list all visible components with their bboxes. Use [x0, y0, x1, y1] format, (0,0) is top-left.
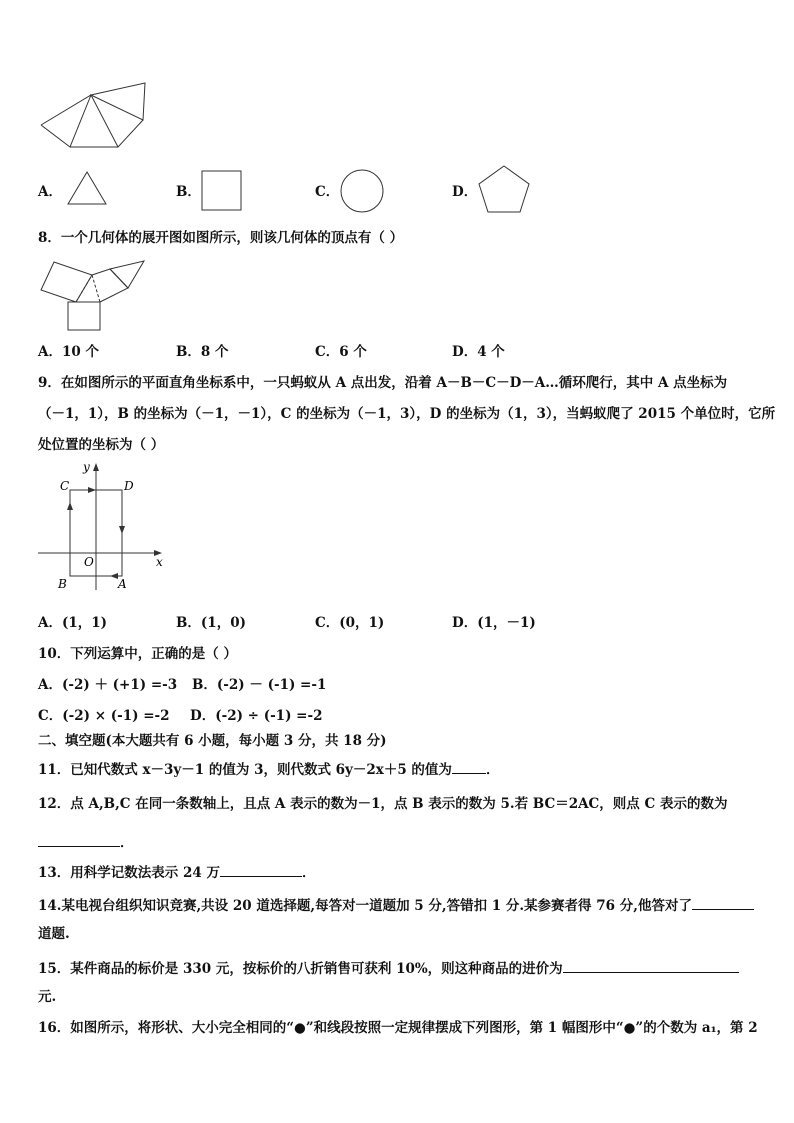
- section-2-heading: 二、填空题(本大题共有 6 小题，每小题 3 分，共 18 分): [38, 733, 387, 749]
- q8-option-b[interactable]: B．8 个: [176, 344, 229, 360]
- q9-option-a[interactable]: A．(1，1): [38, 615, 108, 631]
- q14-end: 道题.: [38, 926, 70, 942]
- q7-option-d-letter[interactable]: D．: [452, 184, 478, 200]
- q9-stem-line3: 处位置的坐标为（ ）: [38, 437, 165, 453]
- q15: [38, 958, 739, 978]
- q7-option-b-letter[interactable]: B．: [176, 184, 201, 200]
- q9-stem-line2: （－1，1），B 的坐标为（－1，－1），C 的坐标为（－1，3），D 的坐标为（1，3），当蚂蚁爬了 2015 个单位时，它所: [38, 406, 776, 422]
- q14: [38, 895, 754, 915]
- q16-text: 16．如图所示，将形状、大小完全相同的“●”和线段按照一定规律摆成下列图形，第 1 幅图形中“●”的个数为 a₁，第 2: [38, 1020, 758, 1036]
- q9-label-o: O: [84, 555, 94, 569]
- q11-answer-blank[interactable]: [452, 759, 486, 774]
- q11: [38, 759, 499, 779]
- q7-fan-figure: [38, 80, 153, 150]
- q14-text: 14.某电视台组织知识竞赛,共设 20 道选择题,每答对一道题加 5 分,答错扣 1 分.某参赛者得 76 分,他答对了: [38, 898, 692, 914]
- q9-label-y: y: [83, 460, 90, 474]
- q9-option-c[interactable]: C．(0，1): [315, 615, 385, 631]
- q10-option-a[interactable]: A．(-2) ＋ (+1) =-3: [38, 677, 178, 693]
- q14-answer-blank[interactable]: [692, 895, 754, 910]
- triangle-shape: [66, 170, 108, 206]
- q9-label-a: A: [118, 577, 127, 591]
- q13: [38, 862, 315, 882]
- q9-option-b[interactable]: B．(1，0): [176, 615, 246, 631]
- q9-label-x: x: [156, 555, 163, 569]
- q12-answer-line: [38, 832, 134, 852]
- q15-answer-blank[interactable]: [563, 958, 739, 973]
- q8-stem: 8．一个几何体的展开图如图所示，则该几何体的顶点有（ ）: [38, 230, 404, 246]
- q12-text: 12．点 A,B,C 在同一条数轴上，且点 A 表示的数为－1，点 B 表示的数为 5.若 BC＝2AC，则点 C 表示的数为: [38, 796, 728, 812]
- q10-option-b[interactable]: B．(-2) － (-1) =-1: [192, 677, 327, 693]
- q10-stem: 10．下列运算中，正确的是（ ）: [38, 646, 237, 662]
- q9-coordinate-figure: [36, 460, 176, 595]
- q9-stem-line1: 9．在如图所示的平面直角坐标系中，一只蚂蚁从 A 点出发，沿着 A－B－C－D－A…循环爬行，其中 A 点坐标为: [38, 375, 728, 391]
- circle-shape: [339, 168, 385, 214]
- q8-option-c[interactable]: C．6 个: [315, 344, 367, 360]
- q11-text: 11．已知代数式 x－3y－1 的值为 3，则代数式 6y－2x＋5 的值为: [38, 762, 452, 778]
- q8-net-figure: [40, 258, 146, 332]
- q13-text: 13．用科学记数法表示 24 万: [38, 865, 220, 881]
- q12-end: ．: [120, 835, 134, 851]
- q11-end: ．: [485, 762, 500, 778]
- q10-option-c[interactable]: C．(-2) × (-1) =-2: [38, 708, 170, 724]
- q10-option-d[interactable]: D．(-2) ÷ (-1) =-2: [190, 708, 323, 724]
- q9-label-c: C: [60, 479, 70, 493]
- q8-option-a[interactable]: A．10 个: [38, 344, 99, 360]
- q7-option-c-letter[interactable]: C．: [315, 184, 340, 200]
- q13-end: ．: [301, 865, 316, 881]
- q9-label-d: D: [124, 479, 134, 493]
- q9-label-b: B: [58, 577, 67, 591]
- q12-answer-blank[interactable]: [38, 832, 120, 847]
- square-shape: [201, 170, 243, 212]
- q9-option-d[interactable]: D．(1，－1): [452, 615, 536, 631]
- q8-option-d[interactable]: D．4 个: [452, 344, 505, 360]
- q13-answer-blank[interactable]: [220, 862, 302, 877]
- q7-option-a-letter[interactable]: A．: [38, 184, 62, 200]
- pentagon-shape: [478, 164, 532, 216]
- q15-text: 15．某件商品的标价是 330 元，按标价的八折销售可获利 10%，则这种商品的进价为: [38, 961, 563, 977]
- q15-end: 元.: [38, 989, 57, 1005]
